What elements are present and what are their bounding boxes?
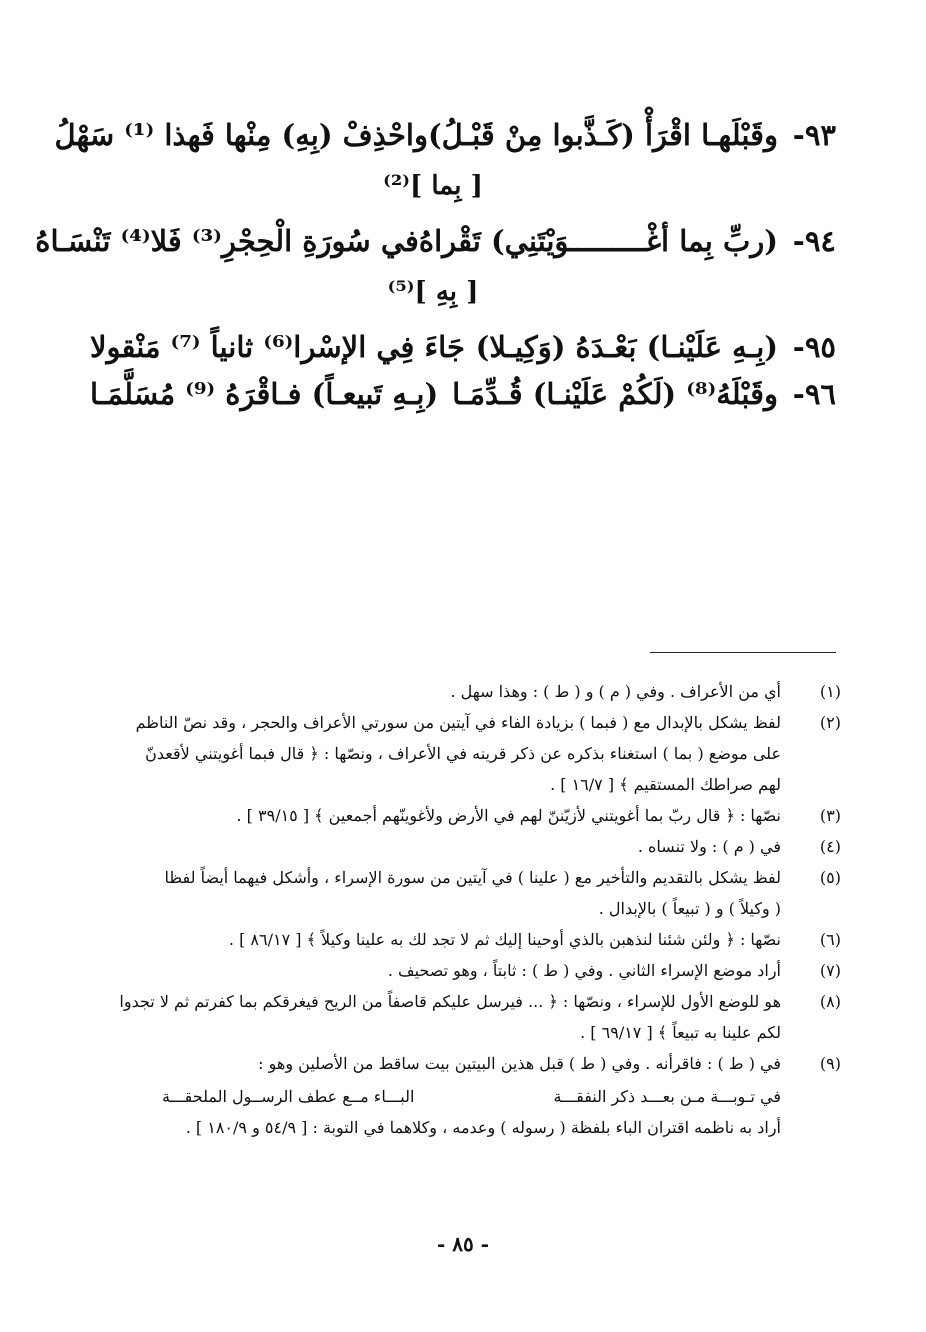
footnote-line: أي من الأعراف . وفي ( م ) و ( ط ) : وهذا سهل . (450, 682, 781, 701)
quoted-verse-first-hemistich: في تـوبـــة مـن بعـــد ذكر النفقـــة (553, 1087, 781, 1106)
verse-first-hemistich: (بِـهِ عَلَيْنـا) بَعْـدَهُ (وَكِيـلا) (475, 329, 778, 364)
footnote-line: لهم صراطك المستقيم ﴾ [ ١٦/٧ ] . (550, 775, 781, 794)
footnote-line: لفظ يشكل بالإبدال مع ( فبما ) بزيادة الفاء في آيتين من سورتي الأعراف والحجر ، وقد نصّ الناظم (135, 713, 781, 732)
footnote-number: (٥) (819, 868, 841, 887)
footnote-number: (٤) (819, 837, 841, 856)
verse-second-hemistich: في سُورَةِ الْحِجْرِ⁽³⁾ فَلا⁽⁴⁾ تَنْسَـاهُ (35, 223, 419, 258)
footnote-7 (82, 955, 841, 986)
verse-first-hemistich: (ربِّ بِما أغْـــــــــوَيْتَنِي) تَقْراهُ (418, 223, 778, 258)
footnote-line: نصّها : ﴿ قال ربّ بما أغويتني لأزيّننّ لهم في الأرض ولأغوينّهم أجمعين ﴾ [ ٣٩/١٥ ] . (236, 806, 781, 825)
footnote-3 (82, 800, 841, 831)
footnote-line: نصّها : ﴿ ولئن شئنا لنذهبن بالذي أوحينا إليك ثم لا تجد لك به علينا وكيلاً ﴾ [ ٨٦/١٧ ] . (228, 930, 781, 949)
footnote-number: (١) (819, 682, 841, 701)
footnote-line: لكم علينا به تبيعاً ﴾ [ ٦٩/١٧ ] . (580, 1023, 781, 1042)
footnote-2 (82, 707, 841, 800)
footnote-line: في ( م ) : ولا تنساه . (637, 837, 781, 856)
verse-94-note: [ بِهِ ]⁽⁵⁾ (387, 276, 479, 307)
verse-96 (90, 377, 836, 412)
footnote-4 (82, 831, 841, 862)
page-number: - ٨٥ - (436, 1232, 489, 1256)
footnote-number: (٩) (819, 1054, 841, 1073)
quoted-verse (122, 1081, 781, 1112)
quoted-verse-second-hemistich: البـــاء مــع عطف الرســول الملحقـــة (162, 1087, 415, 1106)
footnote-separator (650, 652, 836, 653)
verse-second-hemistich: (بِـهِ تَبيعـاً) فـاقْرَهُ ⁽⁹⁾ مُسَلَّمَـا (90, 376, 439, 411)
footnote-line: هو للوضع الأول للإسراء ، ونصّها : ﴿ ... فيرسل عليكم قاصفاً من الريح فيغرقكم بما كفرتم ثم لا تجدوا (119, 992, 781, 1011)
verse-second-hemistich: جَاءَ فِي الإسْرا⁽⁶⁾ ثانياً ⁽⁷⁾ مَنْقولا (90, 329, 465, 364)
footnote-line: أراد موضع الإسراء الثاني . وفي ( ط ) : ثابتاً ، وهو تصحيف . (387, 961, 781, 980)
footnote-number: (٨) (819, 992, 841, 1011)
footnote-number: (٣) (819, 806, 841, 825)
footnotes (82, 676, 841, 1143)
footnote-6 (82, 924, 841, 955)
footnote-line: في ( ط ) : فاقرأنه . وفي ( ط ) قبل هذين البيتين بيت ساقط من الأصلين وهو : (258, 1054, 781, 1073)
verse-first-hemistich: وقَبْلَهُ⁽⁸⁾ (لَكُمْ عَلَيْنـا) قُـدِّمَـا (452, 376, 778, 411)
verse-95 (90, 330, 836, 365)
footnote-number: (٢) (819, 713, 841, 732)
footnote-8 (82, 986, 841, 1048)
verse-number: ٩٤- (792, 223, 836, 258)
footnote-line: لفظ يشكل بالتقديم والتأخير مع ( علينا ) في آيتين من سورة الإسراء ، وأشكل فيهما أيضاً لفظا (164, 868, 781, 887)
footnote-line: ( وكيلاً ) و ( تبيعاً ) بالإبدال . (598, 899, 781, 918)
verse-first-hemistich: وقَبْلَهـا اقْرَأْ (كَـذَّبوا مِنْ قَبْـلُ) (427, 118, 778, 152)
verse-number: ٩٣- (792, 118, 836, 152)
verse-93 (54, 118, 836, 153)
verse-number: ٩٥- (792, 329, 836, 364)
verse-93-note: [ بِما ]⁽²⁾ (383, 170, 483, 201)
footnote-9 (82, 1048, 841, 1079)
footnote-number: (٦) (819, 930, 841, 949)
footnote-9-continuation: أراد به ناظمه اقتران الباء بلفظة ( رسوله ) وعدمه ، وكلاهما في التوبة : [ ٥٤/٩ و ١٨٠/٩ ] . (185, 1118, 781, 1137)
verse-second-hemistich: واحْذِفْ (بِهِ) مِنْها فَهذا ⁽¹⁾ سَهْلُ (54, 118, 428, 152)
poem-verses (35, 118, 836, 412)
footnote-1 (82, 676, 841, 707)
verse-94 (35, 223, 836, 259)
footnote-5 (82, 862, 841, 924)
footnote-number: (٧) (819, 961, 841, 980)
footnote-line: على موضع ( بما ) استغناء بذكره عن ذكر قرينه في الأعراف ، ونصّها : ﴿ قال فبما أغويتني لأقعدنّ (145, 744, 781, 763)
verse-number: ٩٦- (792, 376, 836, 411)
